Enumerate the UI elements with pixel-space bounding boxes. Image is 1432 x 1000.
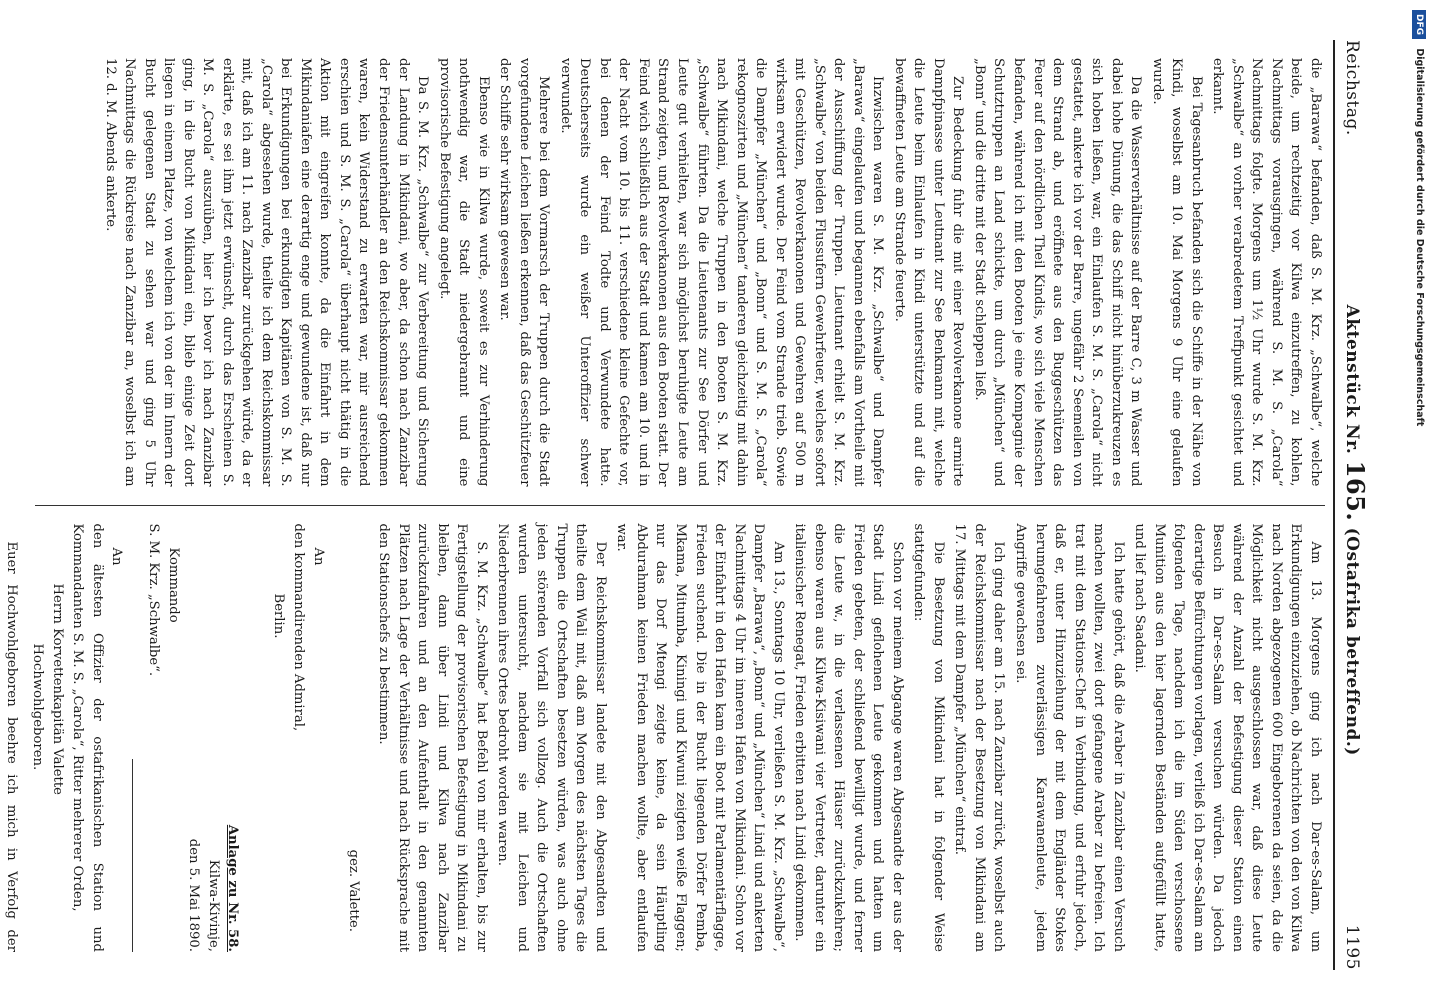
right-paragraph: Ich ging daher am 15. nach Zanzibar zurück, woselbst auch der Reichskommissar nach der Besetzung von Mikindani am 17. Mittags mit dem Dampfer „München“ eintraf. [952, 523, 1007, 952]
annex-recipient-line: den ältesten Offizier der ostafrikanischen Station und Kommandanten S. M. S. „Carola“, Ritter mehrerer Orden, [69, 523, 105, 952]
right-paragraph: Schon vor meinem Abgange waren Abgesandte der aus der Stadt Lindi geflohenen Leute gekommen und hatten um Frieden gebeten, der schließend bewilligt wurde, und ferner die Leute w., in die verlassenen Häuser zurückzukehren; ebenso waren aus Kilwa-Kisiwani vier Vertreter, darunter ein italienischer Renegat, Frieden erbitten nach Lindi gekommen. [792, 523, 905, 952]
right-paragraph: Ich hatte gehört, daß die Araber in Zanzibar einen Versuch machen wollten, zwei dort gefangene Araber zu befreien. Ich trat mit dem Stations-Chef in Verbindung, und erfuhr jedoch, daß er, unter Hinzuziehung der mit dem Engländer Stokes herumgefahrenen zuverlässigen Karawanenleute, jedem Angriffe gewachsen sei. [1013, 523, 1126, 952]
credit-text: Digitalisierung gefördert durch die Deutsche Forschungsgemeinschaft [1414, 48, 1425, 427]
right-paragraph: Am 13. Morgens ging ich nach Dar-es-Salam, um Erkundigungen einzuziehen, ob Nachrichten von den von Kilwa nach Norden abgezogenen 600 Eingeborenen da seien, da die Möglichkeit nicht ausgeschlossen war, daß diese Leute während der Anzahl der Befestigung dieser Station einen Besuch in Dar-es-Salam versuchen würden. Da jedoch derartige Befürchtungen vorlagen, verließ ich Dar-es-Salam am folgenden Tage, nachdem ich die im Süden verschossene Munition aus den hier lagernden Beständen aufgefüllt hatte, und lief nach Saadani. [1132, 523, 1323, 952]
left-paragraph: Da S. M. Krz. „Schwalbe“ zur Verbereitung und Sicherung der Landung in Mikindani, wo aber, da schon nach Zanzibar der Friedensunterhändler an den Reichskommissar gekommen waren, kein Widerstand zu erwarten war, mir ausreichend erschien und S. M. S. „Carola“ überhaupt nicht thätig in die Aktion mit eingreifen konnte, da die Einfahrt in dem Mikindaniafen eine derartig enge und gewundene ist, daß nur bei Erkundigungen bei erkundigten Kapitänen von S. M. S. „Carola“ abgesehen wurde, theilte ich dem Reichskommissar mit, daß ich am 11. nach Zanzibar zurückgehen würde, da er erklärte, es sei ihm jetzt erwünscht, durch das Erscheinen S. M. S. „Carola“ auszuüben, hier ich bevor ich nach Zanzibar ging, in die Bucht von Mikindani ein, blieb einige Zeit dort liegen in einem Platze, von welchem ich von der im Innern der Bucht gelegenen Stadt zu sehen war und ging 5 Uhr Nachmittags die Rückreise nach Zanzibar an, woselbst ich am 12. d. M. Abends ankerte. [102, 58, 431, 487]
address-block [268, 524, 327, 953]
address-to: An [310, 547, 326, 566]
header-prefix: Aktenstück Nr. [1342, 304, 1362, 455]
right-paragraph: Der Reichskommissar landete mit den Abgesandten und theilte dem Wali mit, daß am Morgen des nächsten Tages die Truppen die Ortschaften besetzen würden, was auch ohne jeden störenden Vorfall sich vollzog. Auch die Ortschaften wurden untersucht, nachdem sie mit Leichen und Niederbrennen ihres Ortes bedroht worden waren. [495, 523, 608, 952]
header-number: 165. [1341, 460, 1370, 522]
left-paragraph: Mehrere bei dem Vormarsch der Truppen durch die Stadt vorgefundene Leichen ließen erkennen, daß das Geschützfeuer der Schiffe sehr wirksam gewesen war. [497, 58, 552, 487]
left-paragraph: Inzwischen waren S. M. Krz. „Schwalbe“ und Dampfer „Barawa“ eingelaufen und begannen ebenfalls am Vortheile mit der Ausschiffung der Truppen. Lieutnant erhielt S. M. Krz. „Schwalbe“ von beiden Flussufern Gewehrfeuer, welches sofort mit Geschützen, Revolverkanonen und Gewehren auf 500 m wirksam erwidert wurde. Der Feind vom Strande trieb. Sowie die Dampfer „München“ und „Bonn“ und S. M. S. „Carola“ rekognoszirten und „München“ tanderen gleichzeitig mit dahin nach Mikindani, welche Truppen in den Booten S. M. Krz. „Schwalbe“ führten. Da die Lieutenants zur See Dörfer und Leute gut verhielten, war sich möglichst beruhigte Leute am Strand zeigten, und Revolverkanonen aus den Booten statt. Der Feind wich schließlich aus der Stadt und kamen am 10. und in der Nacht vom 10. bis 11. verschiedene kleine Gefechte vor, bei denen der Feind Todte und Verwundete hatte. Deutscherseits wurde ein weißer Unteroffizier schwer verwundet. [557, 58, 886, 487]
annex-place: Kilwa-Kivinje, [205, 859, 221, 952]
page-header [1333, 40, 1370, 970]
dfg-logo: DFG [1412, 10, 1426, 39]
left-paragraph: Zur Bedeckung fuhr die mit einer Revolverkanone armirte Dampfpinasse unter Leutnant zur See Benkmann mit, welche die Leute beim Einlaufen in Kindi unterstützte und auf die bewaffneten Leute am Strande feuerte. [891, 58, 966, 487]
address-city: Berlin. [271, 593, 287, 639]
annex-from-label: Kommando [165, 547, 181, 623]
left-paragraph: Da die Wasserverhältnisse auf der Barre C, 3 m Wasser und dabei hohe Dünung, die das Schiff nicht hinüberzukreuzen es sich hoben ließen, war, ein Einlaufen S. M. S. „Carola“ nicht gestattet, ankerte ich vor der Barre, ungefähr 2 Seemeilen von dem Strand ab, und eröffnete aus den Buggeschützen das Feuer auf den nördlichen Theil Kindis, wo sich viele Menschen befanden, während ich mit den Booten je eine Kompagnie der Schutztruppen an Land schickte, um durch „München“ und „Bonn“ und die dritte mit der Stadt schleppen ließ. [971, 58, 1144, 487]
right-paragraph: Die Besetzung von Mikindani hat in folgender Weise stattgefunden: [911, 523, 946, 952]
header-left: Reichstag. [1342, 40, 1362, 136]
annex-from: S. M. Krz. „Schwalbe“. [146, 523, 162, 677]
header-center [1341, 305, 1370, 756]
address-recipient: den kommandirenden Admiral, [290, 523, 306, 732]
divider-rule [132, 759, 133, 952]
annex-date: den 5. Mai 1890. [185, 838, 201, 952]
left-paragraph: die „Barawa“ befanden, daß S. M. Krz. „Schwalbe“, welche beide, um rechtzeitig vor Kilwa einzutreffen, zu kohlen, Nachmittags vorausgingen, während S. M. S. „Carola“ Nachmittags folgte. Morgens um 1½ Uhr wurde S. M. Krz. „Schwalbe“ an vorher verabredetem Treffpunkt gesichtet und erkannt. [1210, 58, 1323, 487]
right-column [4, 505, 1325, 971]
annex-body: Euer Hochwohlgeboren beehre ich mich in Verfolg der [4, 541, 20, 952]
dfg-credit-strip [1408, 10, 1430, 990]
left-column [35, 40, 1325, 505]
page-number: 1195 [1342, 924, 1362, 970]
right-paragraph: Am 13., Sonntags 10 Uhr, verließen S. M. Krz. „Schwalbe“, Dampfer „Barawa“, „Bonn“ und „München“ Lindi und ankerten Nachmittags 4 Uhr im inneren Hafen von Mikindani. Schon vor der Einfahrt in den Hafen kam ein Boot mit Parlamentärflagge, Frieden suchend. Die in der Bucht liegenden Dörfer Pemba, Mkama, Mitumba, Kiningi und Kiwuni zeigten weiße Flaggen; nur das Dorf Mtengi zeigte keine, da sein Häuptling Abdurahman keinen Frieden machen wollte, aber entlaufen war. [614, 523, 786, 952]
annex-to: An [109, 547, 125, 566]
signature: gez. Valette. [346, 849, 362, 932]
annex-recipient-line: Herrn Korvettenkapitän Valette [49, 583, 65, 795]
annex-title: Anlage zu Nr. 58. [225, 824, 241, 952]
left-paragraph: Bei Tagesanbruch befanden sich die Schiffe in der Nähe von Kindi, woselbst am 10. Mai Morgens 9 Uhr eine gelaufen wurde. [1149, 58, 1204, 487]
annex-recipient-line: Hochwohlgeboren. [30, 643, 46, 771]
right-paragraph: S. M. Krz. „Schwalbe“ hat Befehl von mir erhalten, bis zur Fertigstellung der provisorischen Befestigung in Mikindani zu bleiben, dann über Lindi und Kilwa nach Zanzibar zurückzufahren und an den Aufenthalt in den genannten Plätzen nach Lage der Verhältnisse und nach Rücksprache mit den Stationschefs zu bestimmen. [376, 523, 489, 952]
left-paragraph: Ebenso wie in Kilwa wurde, soweit es zur Verhinderung nothwendig war, die Stadt niedergebrannt und eine provisorische Befestigung angelegt. [436, 58, 491, 487]
header-suffix: (Ostafrika betreffend.) [1342, 527, 1362, 756]
